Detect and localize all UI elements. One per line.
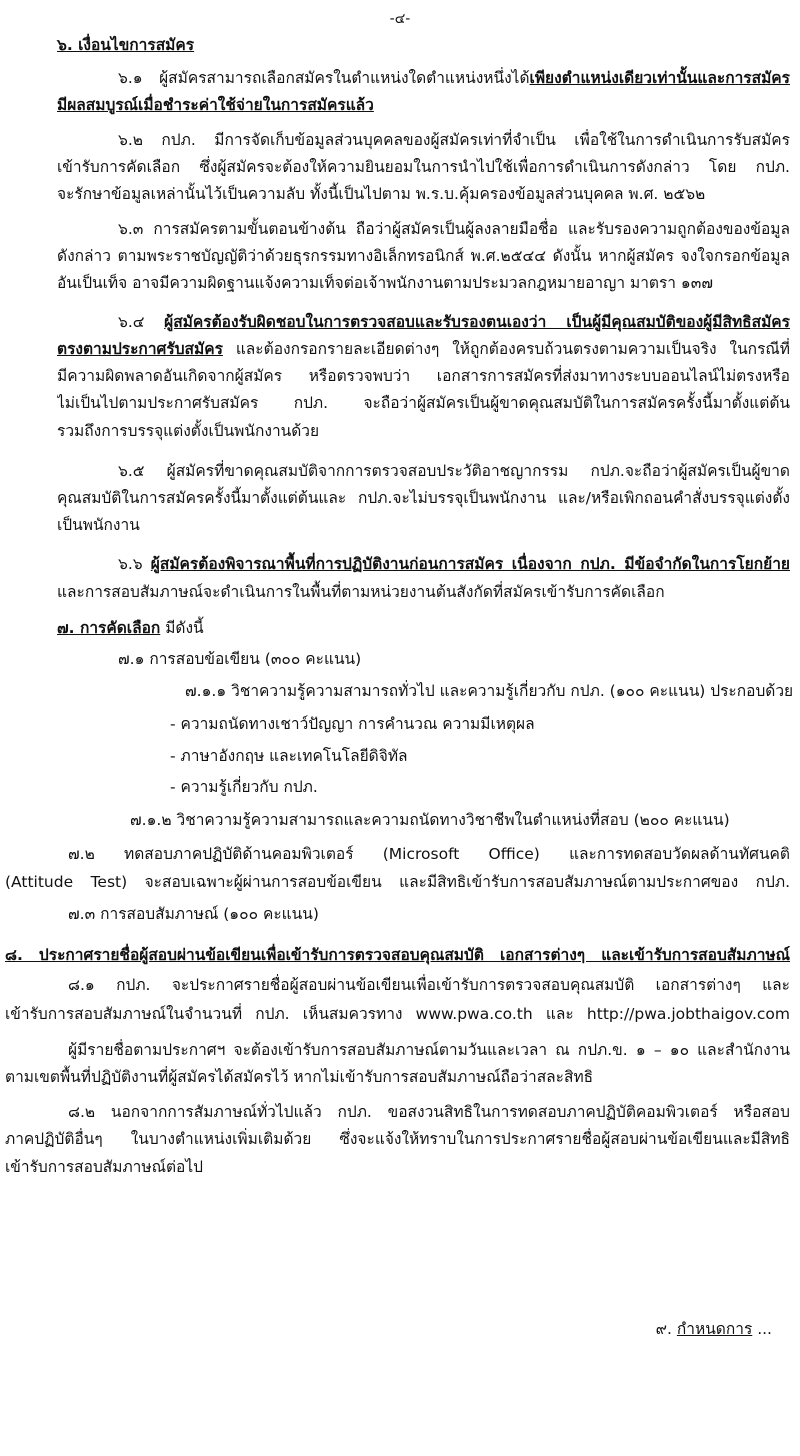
text-line (57, 155, 790, 179)
text-segment: จะรักษาข้อมูลเหล่านั้นไว้เป็นความลับ ทั้งนี้เป็นไปตาม พ.ร.บ.คุ้มครองข้อมูลส่วนบุคคล พ.ศ. ๒๕๖๒ (57, 185, 706, 203)
text-segment: ตามเขตพื้นที่ปฏิบัติงานที่ผู้สมัครได้สมัครไว้ หากไม่เข้ารับการสอบสัมภาษณ์ถือว่าสละสิทธิ (5, 1068, 594, 1086)
text-line (170, 775, 318, 799)
text-line (68, 1100, 790, 1124)
text-line (118, 66, 790, 90)
underlined-emphasis: ตรงตามประกาศรับสมัคร (57, 340, 223, 358)
underlined-emphasis: ผู้สมัครต้องรับผิดชอบในการตรวจสอบและรับรองตนเองว่า เป็นผู้มีคุณสมบัติของผู้มีสิทธิสมัคร (164, 313, 790, 331)
text-segment: และต้องกรอกรายละเอียดต่างๆ ให้ถูกต้องครบถ้วนตรงตามความเป็นจริง ในกรณีที่ (222, 340, 790, 358)
text-segment: เข้ารับการสอบสัมภาษณ์ต่อไป (5, 1158, 203, 1176)
text-segment: ๗.๓ การสอบสัมภาษณ์ (๑๐๐ คะแนน) (68, 905, 319, 923)
text-line (68, 1038, 790, 1062)
text-segment: - ความรู้เกี่ยวกับ กปภ. (170, 778, 318, 796)
text-segment: ภาคปฏิบัติอื่นๆ ในบางตำแหน่งเพิ่มเติมด้วย ซึ่งจะแจ้งให้ทราบในการประกาศรายชื่อผู้สอบผ่านข้อเขียนและมีสิทธิ (5, 1130, 790, 1148)
text-line (57, 93, 374, 117)
text-segment: ไม่เป็นไปตามประกาศรับสมัคร กปภ. จะถือว่าผู้สมัครเป็นผู้ขาดคุณสมบัติในการสมัครครั้งนี้มาตั้งแต่ต้น (57, 394, 790, 412)
text-line (130, 808, 730, 832)
page-number: -๔- (389, 11, 411, 27)
underlined-emphasis: ๘. ประกาศรายชื่อผู้สอบผ่านข้อเขียนเพื่อเข้ารับการตรวจสอบคุณสมบัติ เอกสารต่างๆ และเข้ารับการสอบสัมภาษณ์ (5, 946, 790, 964)
text-segment: (Attitude Test) จะสอบเฉพาะผู้ผ่านการสอบข้อเขียน และมีสิทธิเข้ารับการสอบสัมภาษณ์ตามประกาศของ กปภ. (5, 873, 790, 891)
text-line (57, 513, 140, 537)
text-segment: ๖.๓ การสมัครตามขั้นตอนข้างต้น ถือว่าผู้สมัครเป็นผู้ลงลายมือชื่อ และรับรองความถูกต้องของข้อมูล (118, 220, 790, 238)
text-segment: - ความถนัดทางเชาว์ปัญญา การคำนวณ ความมีเหตุผล (170, 715, 535, 733)
text-line (68, 902, 319, 926)
text-segment: ๘.๒ นอกจากการสัมภาษณ์ทั่วไปแล้ว กปภ. ขอสงวนสิทธิในการทดสอบภาคปฏิบัติคอมพิวเตอร์ หรือสอบ (68, 1103, 790, 1121)
text-segment: ๖.๔ (118, 313, 165, 331)
text-line (5, 1002, 790, 1026)
text-segment: ๖.๒ กปภ. มีการจัดเก็บข้อมูลส่วนบุคคลของผู้สมัครเท่าที่จำเป็น เพื่อใช้ในการดำเนินการรับสมัคร (118, 131, 790, 149)
next-page-continuation (656, 1316, 772, 1341)
text-segment: เป็นพนักงาน (57, 516, 140, 534)
text-line (118, 310, 790, 334)
text-line (5, 870, 790, 894)
text-line (5, 1127, 790, 1151)
text-line (57, 419, 319, 443)
text-line (118, 217, 790, 241)
text-line (57, 33, 194, 57)
text-segment: ดังกล่าว ตามพระราชบัญญัติว่าด้วยธุรกรรมทางอิเล็กทรอนิกส์ พ.ศ.๒๕๔๔ ดังนั้น หากผู้สมัคร จงใจกรอกข้อมูล (57, 247, 790, 265)
text-segment: เข้ารับการคัดเลือก ซึ่งผู้สมัครจะต้องให้ความยินยอมในการนำไปใช้เพื่อการดำเนินการดังกล่าว โดย กปภ. (57, 158, 790, 176)
text-line (118, 128, 790, 152)
text-segment: ๖.๖ (118, 555, 151, 573)
text-segment: ๖.๑ ผู้สมัครสามารถเลือกสมัครในตำแหน่งใดตำแหน่งหนึ่งได้ (118, 69, 530, 87)
text-line (57, 244, 790, 268)
footer-suffix: ... (752, 1320, 772, 1338)
underlined-emphasis: ผู้สมัครต้องพิจารณาพื้นที่การปฏิบัติงานก่อนการสมัคร เนื่องจาก กปภ. มีข้อจำกัดในการโยกย้าย (150, 555, 790, 573)
text-segment: คุณสมบัติในการสมัครครั้งนี้มาตั้งแต่ต้นและ กปภ.จะไม่บรรจุเป็นพนักงาน และ/หรือเพิกถอนคำสั่งบรรจุแต่งตั้ง (57, 489, 790, 507)
text-segment: และการสอบสัมภาษณ์จะดำเนินการในพื้นที่ตามหน่วยงานต้นสังกัดที่สมัครเข้ารับการคัดเลือก (57, 583, 665, 601)
text-line (68, 973, 790, 997)
text-line (57, 271, 713, 295)
underlined-emphasis: ๗. การคัดเลือก (57, 619, 161, 637)
text-line (185, 679, 793, 703)
text-segment: มีความผิดพลาดอันเกิดจากผู้สมัคร หรือตรวจพบว่า เอกสารการสมัครที่ส่งมาทางระบบออนไลน์ไม่ตรงหรือ (57, 367, 790, 385)
text-segment: มีดังนี้ (160, 619, 204, 637)
text-segment: - ภาษาอังกฤษ และเทคโนโลยีดิจิทัล (170, 747, 408, 765)
text-segment: อันเป็นเท็จ อาจมีความผิดฐานแจ้งความเท็จต่อเจ้าพนักงานตามประมวลกฎหมายอาญา มาตรา ๑๓๗ (57, 274, 714, 292)
footer-prefix: ๙. (655, 1320, 677, 1338)
text-line (118, 647, 361, 671)
text-line (57, 337, 790, 361)
text-line (5, 1155, 203, 1179)
text-segment: ๖.๕ ผู้สมัครที่ขาดคุณสมบัติจากการตรวจสอบประวัติอาชญากรรม กปภ.จะถือว่าผู้สมัครเป็นผู้ขาด (118, 462, 790, 480)
text-line (57, 364, 790, 388)
text-line (57, 391, 790, 415)
text-line (118, 552, 790, 576)
text-line (68, 842, 790, 866)
text-segment: ผู้มีรายชื่อตามประกาศฯ จะต้องเข้ารับการสอบสัมภาษณ์ตามวันและเวลา ณ กปภ.ข. ๑ – ๑๐ และสำนักงาน (68, 1041, 790, 1059)
text-line (57, 580, 665, 604)
text-line (57, 182, 705, 206)
underlined-emphasis: มีผลสมบูรณ์เมื่อชำระค่าใช้จ่ายในการสมัครแล้ว (57, 96, 374, 114)
text-line (5, 943, 790, 967)
text-segment: เข้ารับการสอบสัมภาษณ์ในจำนวนที่ กปภ. เห็นสมควรทาง www.pwa.co.th และ http://pwa.jobthaigov.com (5, 1005, 790, 1023)
text-line (170, 712, 535, 736)
text-segment: ๗.๒ ทดสอบภาคปฏิบัติด้านคอมพิวเตอร์ (Microsoft Office) และการทดสอบวัดผลด้านทัศนคติ (68, 845, 790, 863)
text-line (57, 486, 790, 510)
underlined-emphasis: เพียงตำแหน่งเดียวเท่านั้นและการสมัคร (529, 69, 790, 87)
text-line (5, 1065, 593, 1089)
text-segment: ๘.๑ กปภ. จะประกาศรายชื่อผู้สอบผ่านข้อเขียนเพื่อเข้ารับการตรวจสอบคุณสมบัติ เอกสารต่างๆ และ (68, 976, 790, 994)
underlined-emphasis: ๖. เงื่อนไขการสมัคร (57, 36, 195, 54)
text-line (118, 459, 790, 483)
text-segment: ๗.๑.๑ วิชาความรู้ความสามารถทั่วไป และความรู้เกี่ยวกับ กปภ. (๑๐๐ คะแนน) ประกอบด้วย (185, 682, 794, 700)
text-segment: รวมถึงการบรรจุแต่งตั้งเป็นพนักงานด้วย (57, 422, 320, 440)
text-segment: ๗.๑.๒ วิชาความรู้ความสามารถและความถนัดทางวิชาชีพในตำแหน่งที่สอบ (๒๐๐ คะแนน) (130, 811, 730, 829)
text-segment: ๗.๑ การสอบข้อเขียน (๓๐๐ คะแนน) (118, 650, 362, 668)
footer-underlined: กำหนดการ (676, 1320, 753, 1338)
text-line (170, 744, 408, 768)
text-line (57, 616, 204, 640)
